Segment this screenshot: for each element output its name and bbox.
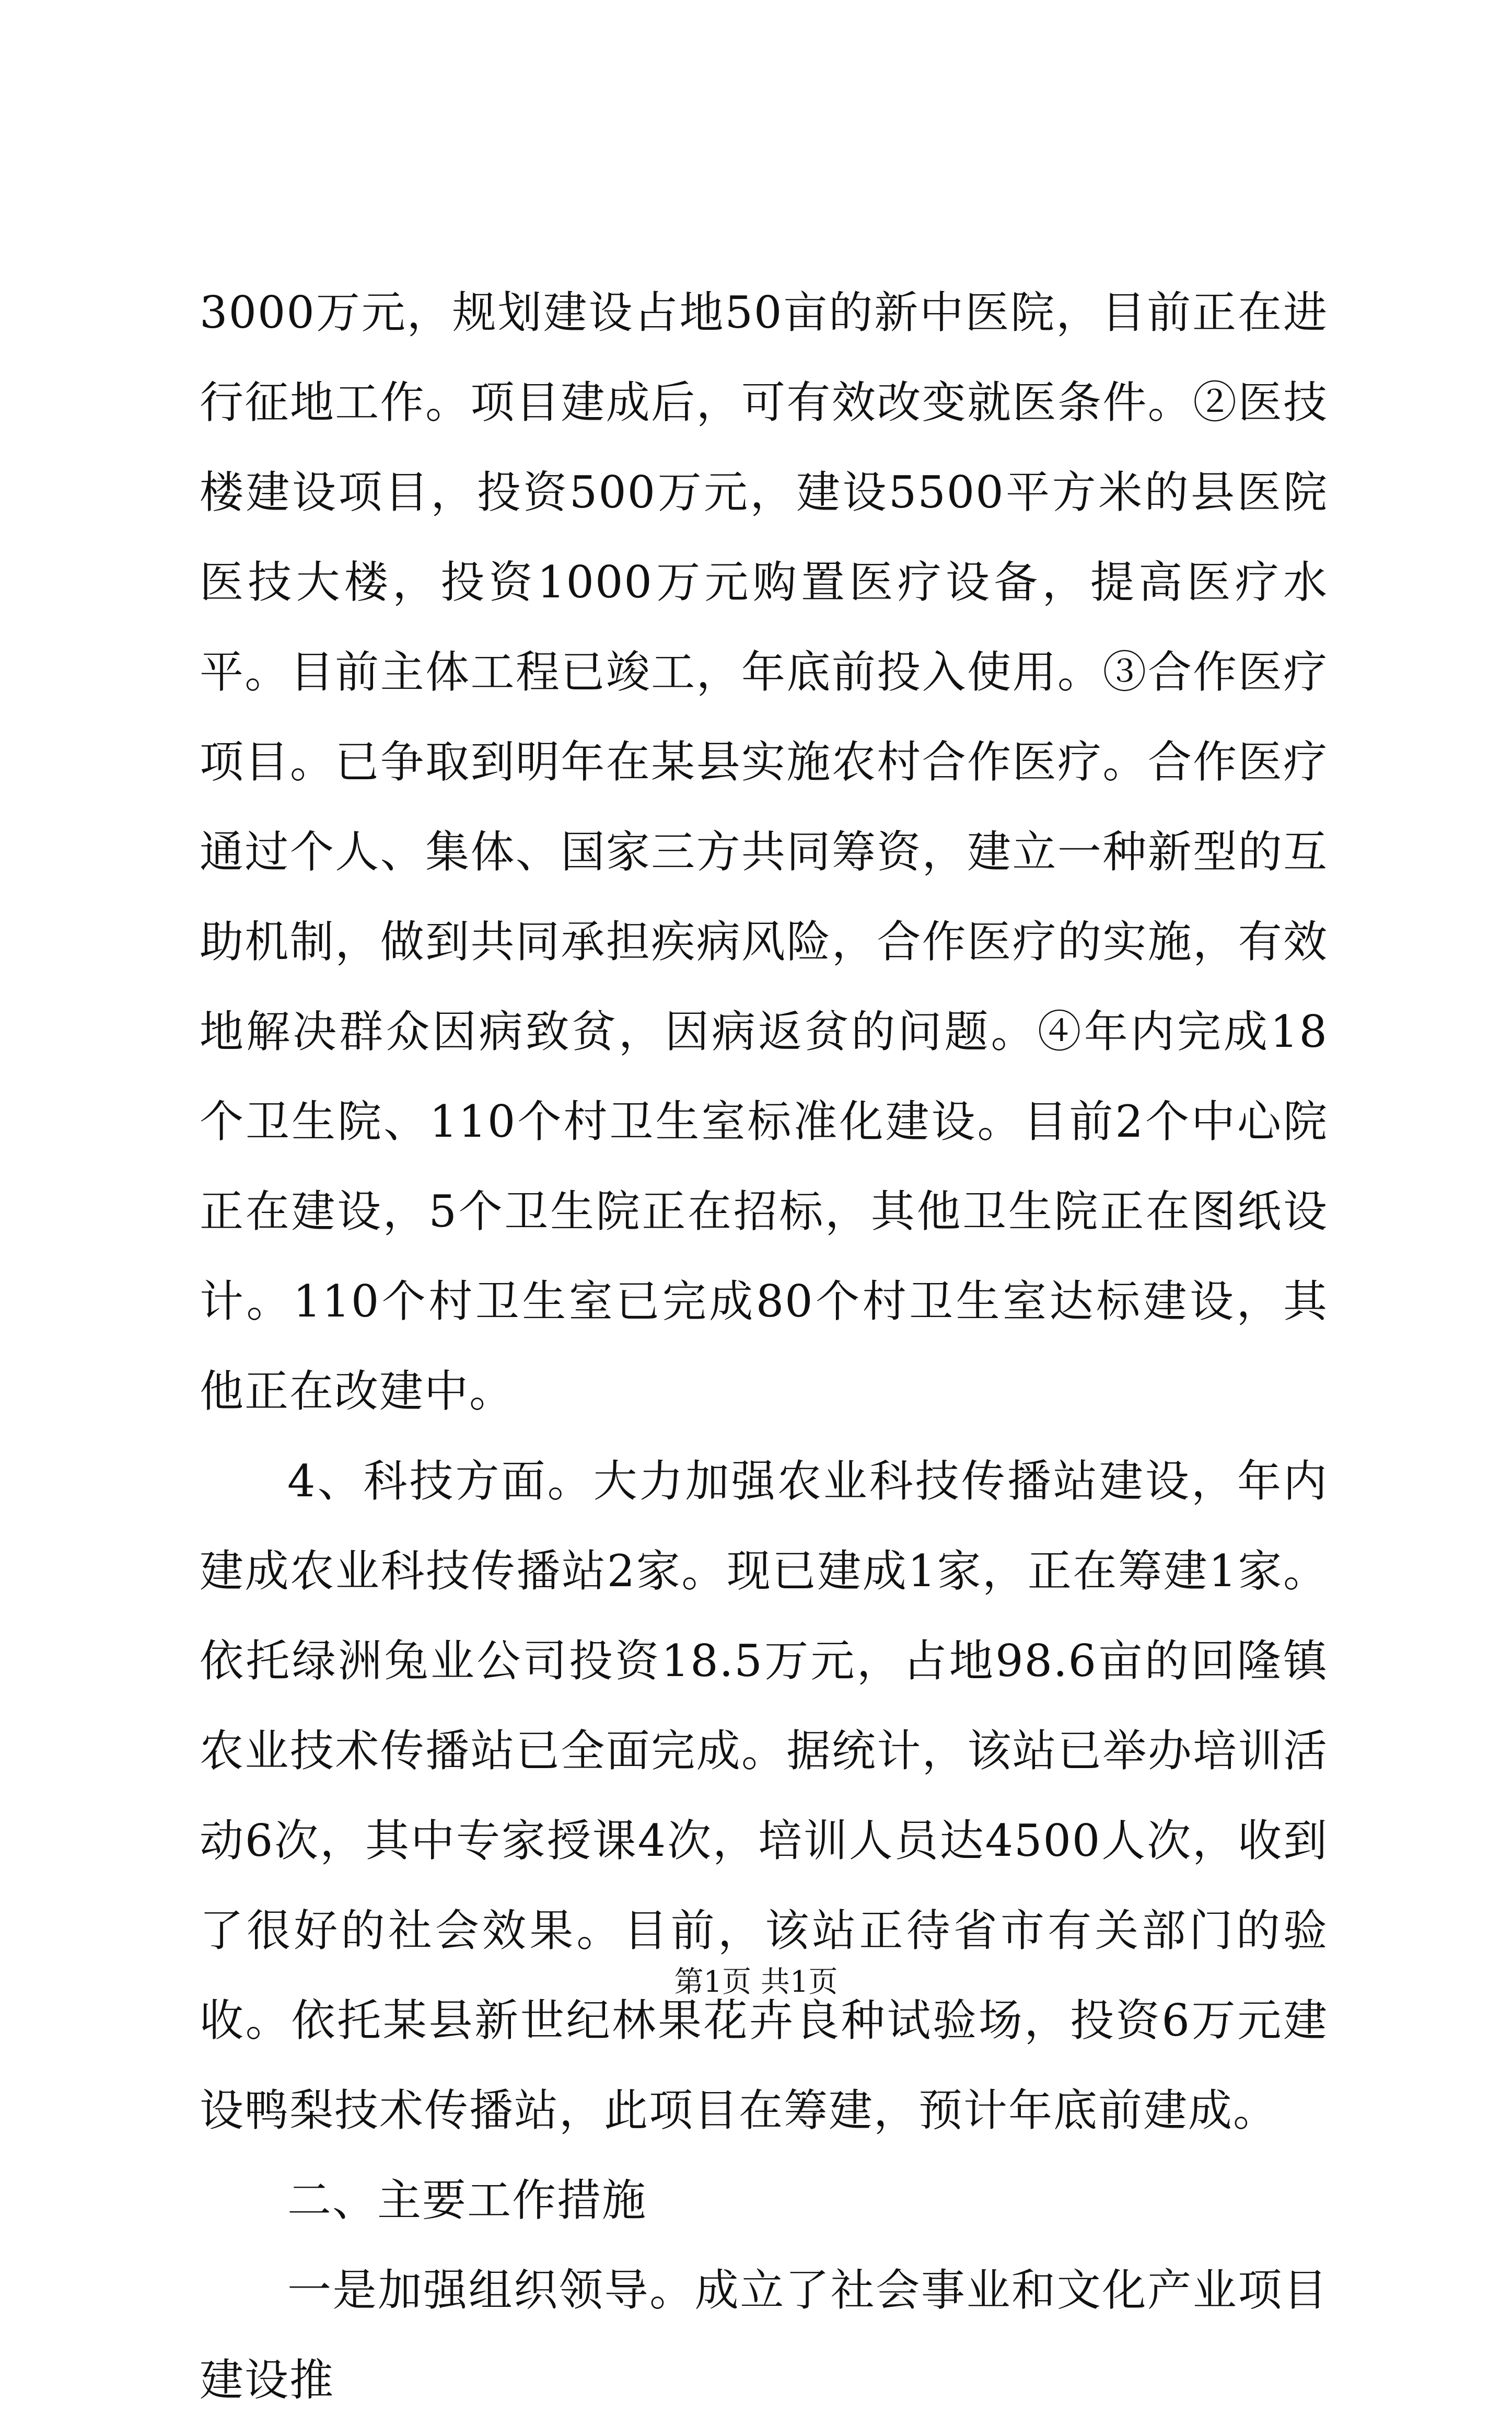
paragraph-technology: 4、科技方面。大力加强农业科技传播站建设，年内建成农业科技传播站2家。现已建成1家，正在筹建1家。依托绿洲兔业公司投资18.5万元，占地98.6亩的回隆镇农业技术传播站已全面完成。据统计，该站已举办培训活动6次，其中专家授课4次，培训人员达4500人次，收到了很好的社会效果。目前，该站正待省市有关部门的验收。依托某县新世纪林果花卉良种试验场，投资6万元建设鸭梨技术传播站，此项目在筹建，预计年底前建成。	[200, 1456, 1328, 2136]
page-number-footer: 第1页 共1页	[674, 1965, 838, 1999]
paragraph-medical-projects: 3000万元，规划建设占地50亩的新中医院，目前正在进行征地工作。项目建成后，可有效改变就医条件。②医技楼建设项目，投资500万元，建设5500平方米的县医院医技大楼，投资1000万元购置医疗设备，提高医疗水平。目前主体工程已竣工，年底前投入使用。③合作医疗项目。已争取到明年在某县实施农村合作医疗。合作医疗通过个人、集体、国家三方共同筹资，建立一种新型的互助机制，做到共同承担疾病风险，合作医疗的实施，有效地解决群众因病致贫，因病返贫的问题。④年内完成18个卫生院、110个村卫生室标准化建设。目前2个中心院正在建设，5个卫生院正在招标，其他卫生院正在图纸设计。110个村卫生室已完成80个村卫生室达标建设，其他正在改建中。	[200, 287, 1328, 1417]
paragraph-organization-leadership: 一是加强组织领导。成立了社会事业和文化产业项目建设推	[200, 2265, 1328, 2406]
section-heading-main-measures: 二、主要工作措施	[287, 2175, 647, 2226]
document-body	[200, 268, 1328, 2425]
